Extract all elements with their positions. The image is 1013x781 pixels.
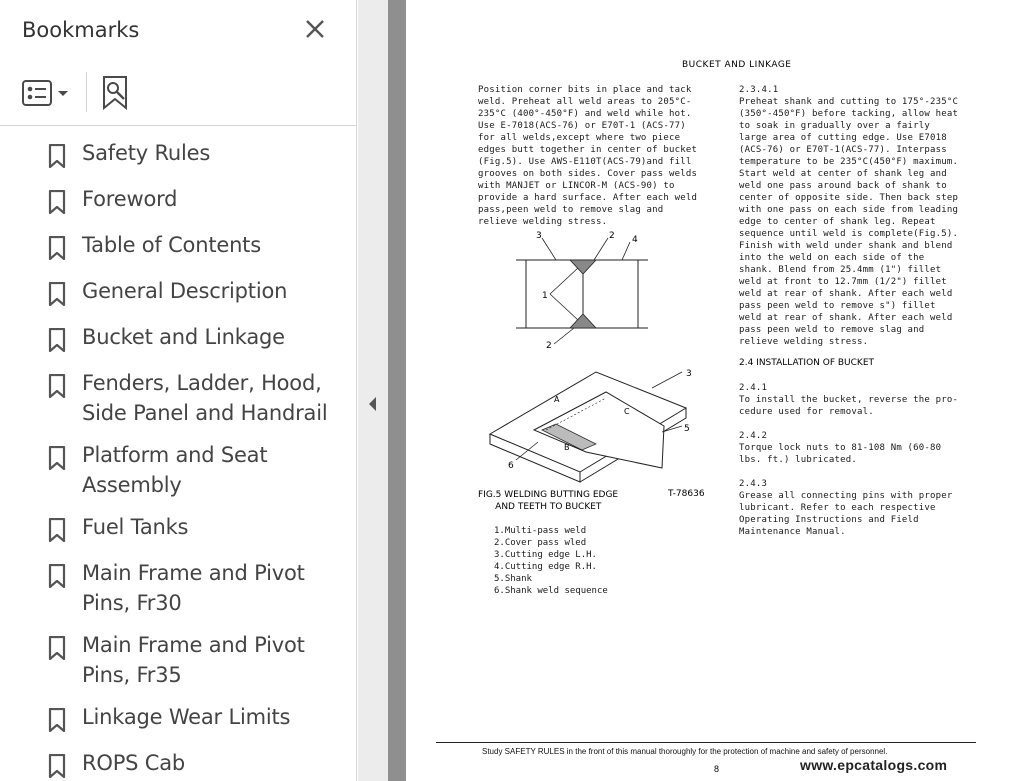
edge-label-b: B [564, 443, 570, 452]
find-bookmark-icon [98, 74, 134, 112]
panel-title: Bookmarks [22, 18, 140, 42]
bookmark-item[interactable] [0, 742, 357, 781]
figure-caption: FIG.5 WELDING BUTTING EDGE AND TEETH TO BUCKET [478, 490, 619, 512]
panel-splitter[interactable] [358, 0, 388, 781]
legend-item: 2.Cover pass wled [494, 538, 587, 548]
bookmark-label: Fenders, Ladder, Hood, Side Panel and Handrail [82, 371, 328, 425]
watermark: www.epcatalogs.com [800, 757, 948, 773]
legend-item: 6.Shank weld sequence [494, 586, 608, 596]
bookmark-item[interactable] [0, 362, 357, 434]
close-icon [300, 14, 330, 44]
right-paragraph: 2.3.4.1 Preheat shank and cutting to 175°-235°C (350°-450°F) before tacking, allow heat to soak in gradually over a fairly large area of cutting edge. Use E7018 (ACS-76) or E70T-1(ACS-77). Interpass temperature to be 235°C(450°F) maximum. Start weld at center of shank leg and weld one pass around back of shank to center of opposite side. Then back step with one pass on each side from leading edge to center of shank leg. Repeat sequence until weld is complete(Fig.5). Finish with weld under shank and blend into the weld on each side of the shank. Blend from 25.4mm (1") fillet weld at front to 12.7mm (1/2") fillet weld at rear of shank. After each weld pass peen weld to remove s") fillet weld at rear of shank. After each weld pass peen weld to remove slag and relieve welding stress. [739, 85, 959, 347]
weld-label-2-top: 2 [609, 231, 615, 241]
page-number: 8 [714, 764, 720, 774]
bookmark-icon [48, 708, 66, 732]
bookmark-item[interactable] [0, 270, 357, 316]
paragraph-2-4-2: 2.4.2 Torque lock nuts to 81-108 Nm (60-80 lbs. ft.) lubricated. [739, 431, 942, 465]
bookmark-icon [48, 190, 66, 214]
bookmark-label: Main Frame and Pivot Pins, Fr35 [82, 633, 305, 687]
bookmark-label: ROPS Cab [82, 751, 186, 775]
bookmark-icon [48, 754, 66, 778]
edge-label-3: 3 [686, 369, 692, 379]
bookmarks-toolbar [0, 62, 357, 126]
bookmark-label: Foreword [82, 187, 178, 211]
document-gutter [388, 0, 406, 781]
bookmark-label: Table of Contents [82, 233, 261, 257]
toolbar-separator [86, 72, 87, 112]
bookmark-label: Linkage Wear Limits [82, 705, 291, 729]
bookmark-label: Fuel Tanks [82, 515, 189, 539]
section-title: 2.4 INSTALLATION OF BUCKET [739, 358, 875, 368]
edge-label-5: 5 [684, 424, 690, 434]
document-page [406, 0, 1013, 781]
edge-label-6: 6 [508, 461, 514, 471]
page-heading: BUCKET AND LINKAGE [682, 60, 792, 70]
edge-label-c: C [624, 407, 630, 416]
edge-label-a: A [554, 395, 560, 404]
bookmark-item[interactable] [0, 624, 357, 696]
legend-item: 1.Multi-pass weld [494, 526, 587, 536]
bookmark-icon [48, 518, 66, 542]
bookmark-icon [48, 144, 66, 168]
paragraph-2-4-3: 2.4.3 Grease all connecting pins with proper lubricant. Refer to each respective Operating Instructions and Field Maintenance Manual. [739, 479, 953, 537]
bookmark-label: Safety Rules [82, 141, 211, 165]
bookmark-label: General Description [82, 279, 288, 303]
bookmark-icon [48, 446, 66, 470]
bookmark-item[interactable] [0, 552, 357, 624]
weld-cross-section-figure [512, 228, 652, 352]
collapse-panel-button[interactable] [366, 393, 380, 415]
bookmark-item[interactable] [0, 178, 357, 224]
bookmark-list [0, 132, 357, 781]
panel-header [0, 0, 357, 60]
figure-id: T-78636 [668, 489, 705, 499]
weld-label-4: 4 [632, 235, 638, 245]
bookmark-item[interactable] [0, 434, 357, 506]
bookmark-label: Platform and Seat Assembly [82, 443, 268, 497]
bookmark-item[interactable] [0, 696, 357, 742]
find-current-bookmark-button[interactable] [98, 74, 134, 112]
weld-label-2-bottom: 2 [546, 341, 552, 351]
bookmark-icon [48, 328, 66, 352]
left-paragraph: Position corner bits in place and tack weld. Preheat all weld areas to 205°C- 235°C (400°-450°F) and weld while hot. Use E-7018(ACS-76) or E70T-1 (ACS-77) for all welds,except where two piece edges butt together in center of bucket (Fig.5). Use AWS-E110T(ACS-79)and fill grooves on both sides. Cover pass welds with MANJET or LINCOR-M (ACS-90) to provide a hard surface. After each weld pass,peen weld to remove slag and relieve welding stress. [478, 85, 698, 227]
cutting-edge-figure [486, 368, 701, 486]
weld-label-3: 3 [536, 231, 542, 241]
footer-rule [436, 742, 976, 743]
bookmark-item[interactable] [0, 132, 357, 178]
bookmark-icon [48, 282, 66, 306]
bookmark-icon [48, 236, 66, 260]
figure-legend [494, 525, 608, 597]
close-panel-button[interactable] [300, 14, 330, 44]
weld-label-1: 1 [542, 291, 548, 301]
paragraph-2-4-1: 2.4.1 To install the bucket, reverse the pro- cedure used for removal. [739, 383, 959, 417]
bookmark-label: Main Frame and Pivot Pins, Fr30 [82, 561, 305, 615]
bookmark-item[interactable] [0, 316, 357, 362]
bookmark-item[interactable] [0, 506, 357, 552]
legend-item: 4.Cutting edge R.H. [494, 562, 597, 572]
legend-item: 3.Cutting edge L.H. [494, 550, 597, 560]
bookmark-label: Bucket and Linkage [82, 325, 285, 349]
bookmarks-panel [0, 0, 357, 781]
footer-note: Study SAFETY RULES in the front of this manual thoroughly for the protection of machine and safety of personnel. [482, 747, 888, 756]
bookmark-item[interactable] [0, 224, 357, 270]
bookmark-options-button[interactable] [20, 76, 74, 110]
list-options-icon [20, 76, 74, 110]
bookmark-icon [48, 374, 66, 398]
bookmark-icon [48, 636, 66, 660]
legend-item: 5.Shank [494, 574, 532, 584]
chevron-left-icon [366, 393, 380, 415]
bookmark-icon [48, 564, 66, 588]
